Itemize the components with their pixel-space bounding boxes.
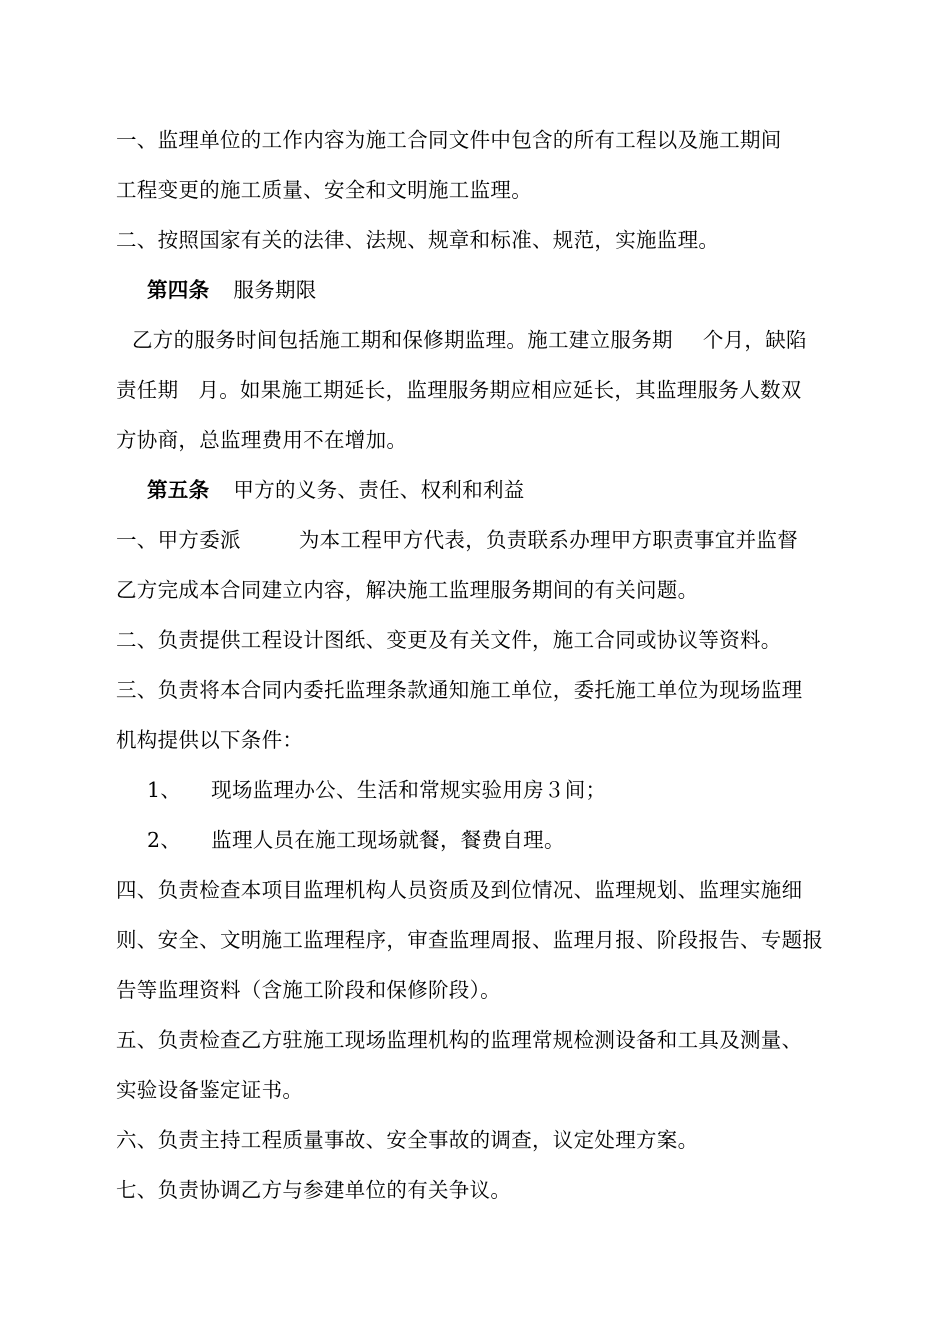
- text: 为本工程甲方代表，负责联系办理甲方职责事宜并监督: [298, 528, 799, 552]
- paragraph-line: [116, 525, 798, 555]
- paragraph-line: [116, 225, 719, 255]
- article-title: 甲方的义务、责任、权利和利益: [233, 478, 525, 502]
- paragraph-line: [116, 1025, 802, 1055]
- list-item: [147, 825, 565, 855]
- text: 月。如果施工期延长，监理服务期应相应延长，其监理服务人数双: [198, 378, 802, 402]
- article-title: 服务期限: [233, 278, 317, 302]
- text: 告等监理资料（含施工阶段和保修阶段）。: [116, 978, 501, 1002]
- text: 监理人员在施工现场就餐，餐费自理。: [211, 828, 565, 852]
- paragraph-line: [132, 325, 807, 355]
- text: 则、安全、文明施工监理程序，审查监理周报、监理月报、阶段报告、专题报: [116, 928, 824, 952]
- paragraph-line: [116, 675, 802, 705]
- paragraph-line: [116, 975, 501, 1005]
- text: 二、负责提供工程设计图纸、变更及有关文件，施工合同或协议等资料。: [116, 628, 782, 652]
- text: 一、甲方委派: [116, 528, 241, 552]
- list-number: 1、: [147, 778, 182, 802]
- text: 实验设备鉴定证书。: [116, 1078, 304, 1102]
- paragraph-line: [116, 1175, 511, 1205]
- text: 责任期: [116, 378, 179, 402]
- text: 六、负责主持工程质量事故、安全事故的调查，议定处理方案。: [116, 1128, 699, 1152]
- text: 三、负责将本合同内委托监理条款通知施工单位，委托施工单位为现场监理: [116, 678, 803, 702]
- text: 工程变更的施工质量、安全和文明施工监理。: [116, 178, 532, 202]
- paragraph-line: [116, 875, 802, 905]
- text: 四、负责检查本项目监理机构人员资质及到位情况、监理规划、监理实施细: [116, 878, 803, 902]
- list-number: 2、: [147, 828, 182, 852]
- paragraph-line: [116, 175, 532, 205]
- paragraph-line: [116, 725, 303, 755]
- paragraph-line: [116, 1075, 303, 1105]
- text: 乙方完成本合同建立内容，解决施工监理服务期间的有关问题。: [116, 578, 699, 602]
- text: 二、按照国家有关的法律、法规、规章和标准、规范，实施监理。: [116, 228, 720, 252]
- article-heading: [147, 275, 317, 305]
- text: 个月，缺陷: [702, 328, 807, 352]
- paragraph-line: [116, 1125, 698, 1155]
- text: 现场监理办公、生活和常规实验用房３间；: [211, 778, 607, 802]
- text: 乙方的服务时间包括施工期和保修期监理。施工建立服务期: [132, 328, 673, 352]
- article-number: 第五条: [147, 478, 210, 502]
- text: 五、负责检查乙方驻施工现场监理机构的监理常规检测设备和工具及测量、: [116, 1028, 803, 1052]
- text: 机构提供以下条件：: [116, 728, 304, 752]
- paragraph-line: [116, 375, 802, 405]
- article-number: 第四条: [147, 278, 210, 302]
- text: 七、负责协调乙方与参建单位的有关争议。: [116, 1178, 512, 1202]
- paragraph-line: [116, 575, 698, 605]
- paragraph-line: [116, 625, 782, 655]
- article-heading: [147, 475, 525, 505]
- text: 方协商，总监理费用不在增加。: [116, 428, 408, 452]
- paragraph-line: [116, 125, 782, 155]
- text: 一、监理单位的工作内容为施工合同文件中包含的所有工程以及施工期间: [116, 128, 782, 152]
- paragraph-line: [116, 425, 407, 455]
- paragraph-line: [116, 925, 823, 955]
- list-item: [147, 775, 606, 805]
